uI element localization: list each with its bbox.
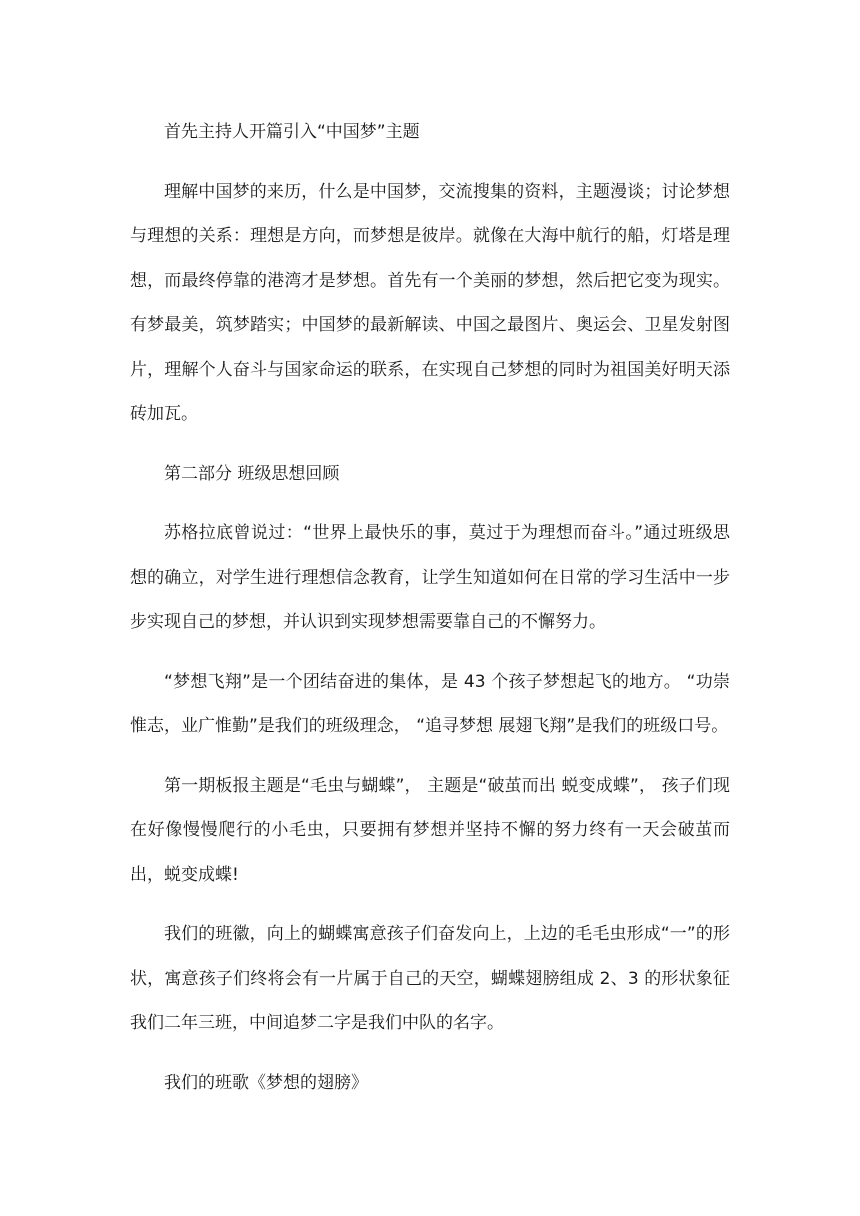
blackboard-paragraph: 第一期板报主题是“毛虫与蝴蝶”， 主题是“破茧而出 蜕变成蝶”， 孩子们现在好像慢慢爬行的小毛虫，只要拥有梦想并坚持不懈的努力终有一天会破茧而出，蜕变成蝶! — [130, 775, 730, 885]
class-badge-paragraph: 我们的班徽，向上的蝴蝶寓意孩子们奋发向上，上边的毛毛虫形成“一”的形状，寓意孩子们终将会有一片属于自己的天空，蝴蝶翅膀组成 2、3 的形状象征我们二年三班，中间追梦二字是我们中队的名字。 — [130, 924, 730, 1033]
section-heading-class-thought: 第二部分 班级思想回顾 — [164, 463, 340, 484]
socrates-paragraph: 苏格拉底曾说过：“世界上最快乐的事，莫过于为理想而奋斗。”通过班级思想的确立，对学生进行理想信念教育，让学生知道如何在日常的学习生活中一步步实现自己的梦想，并认识到实现梦想需要靠自己的不懈努力。 — [130, 523, 730, 632]
class-song-heading: 我们的班歌《梦想的翅膀》 — [164, 1072, 368, 1093]
china-dream-paragraph: 理解中国梦的来历，什么是中国梦，交流搜集的资料，主题漫谈；讨论梦想与理想的关系：理想是方向，而梦想是彼岸。就像在大海中航行的船，灯塔是理想，而最终停靠的港湾才是梦想。首先有一个美丽的梦想，然后把它变为现实。有梦最美，筑梦踏实；中国梦的最新解读、中国之最图片、奥运会、卫星发射图片，理解个人奋斗与国家命运的联系，在实现自己梦想的同时为祖国美好明天添砖加瓦。 — [130, 181, 730, 424]
intro-heading: 首先主持人开篇引入“中国梦”主题 — [164, 122, 420, 142]
class-motto-paragraph: “梦想飞翔”是一个团结奋进的集体，是 43 个孩子梦想起飞的地方。 “功崇惟志，业广惟勤”是我们的班级理念， “追寻梦想 展翅飞翔”是我们的班级口号。 — [130, 671, 730, 736]
document-page — [130, 110, 730, 1120]
